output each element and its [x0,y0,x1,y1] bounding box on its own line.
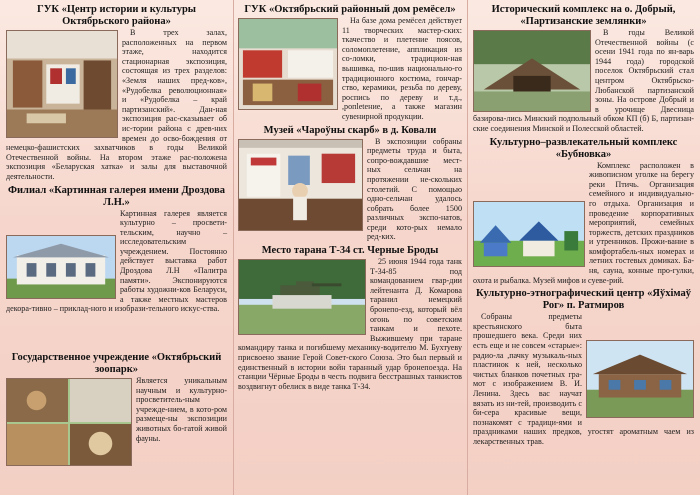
section-tank-ram [238,245,462,391]
yaukhimau-rog-title: Культурно-этнографический центр «Яўхімаў Рог» п. Ратмиров [476,288,691,312]
column-middle [233,0,467,495]
bubnovka-title: Культурно–развлекательный комплекс «Бубновка» [489,136,678,160]
museum-kovali-photo [238,139,363,231]
museum-kovali-text: В экспозиции собраны предметы труда и быта, сопро-вождавшие мест-ных сельчан на протяжении не-скольких столетий. С помощью одно-сельчан удалось собрать более 1500 различных экспо-натов, среди кото-рых немало ред-ких. [367,136,462,242]
section-zoo [6,352,227,468]
section-yaukhimau-rog [473,288,694,446]
history-center-photo [6,30,118,138]
tank-ram-photo [238,259,366,335]
section-museum-kovali [238,125,462,243]
section-crafts-house [238,4,462,122]
zoo-photo [6,378,132,466]
zoo-title: Государственное учреждение «Октябрьский зоопарк» [11,352,222,375]
gallery-photo [6,235,116,299]
section-gallery [6,185,227,315]
section-partisan-dugouts [473,4,694,134]
yaukhimau-rog-text: Собраны предметы крестьянского быта прошедшего века. Среди них есть еще и не совсем «старые»: радио-ла ,пачку музыкаль-ных пластинок к ней, несколько чистых бланков почетных гра-мот с изображением В. И. Ленина. Здесь вас научат вязать из ни-тей, производить с би-сера красивые вещи, познакомят с традици-ями и праздниками наших предков, угостят ароматным чаем из лекарственных трав. [473,312,694,446]
partisan-dugouts-title: Исторический комплекс на о. Добрый, «Партизанские землянки» [491,4,676,27]
history-center-text: В трех залах, расположенных на первом этаже, находится стационарная экспозиция, состоящая из трех разделов: «Земля наших пред-ков», «Рудобелка революционная» и «Рудобелка – край партизанский». Дан-ная экспозиция рас-сказывает об ис-тории района с древ-них времен до осво-бождения от немецко-фашистских захватчиков в годы Великой Отечественной войны. На втором этаже рас-положена экспозиция «Беларуская хатка» и залы для выставочной деятельности. [6,28,227,181]
gallery-text: Картинная галерея является культурно – просвети-тельским, научно – исследовательским учреждением. Постоянно действует выставка работ Дроздова Л.Н «Палитра памяти». Экспонируются работы художни-ков Беларуси, а также местных мастеров декора-тивно – приклад-ного и изобрази-тельного искус-ства. [6,208,227,314]
tank-ram-text: 25 июня 1944 года танк Т-34-85 под командованием гвар-дии лейтенанта Д. Комарова таранил немецкий бронепо-езд, который вёл огонь по советским танкам и пехоте. Выжившему при таране командиру танка и погибшему механику-водителю М. Бухтуеву присвоено звание Герой Совет-ского Союза. Это был первый и единственный в истории войн таранный удар бронепоезда. На станции Чёрные Броды в честь подвига бесстрашных танкистов воздвигнут обелиск в виде танка Т-34. [238,257,462,391]
gallery-body [6,209,227,315]
museum-kovali-title: Музей «Чароўны скарб» в д. Ковали [263,124,437,136]
crafts-house-title: ГУК «Октябрьский районный дом ремёсел» [244,4,456,15]
history-center-title: ГУК «Центр истории и культуры Октябрьского района» [37,4,196,27]
gallery-title: Филиал «Картинная галерея имени Дроздова Л.Н.» [7,184,226,208]
column-right [467,0,700,495]
column-left [0,0,233,495]
crafts-house-text: На базе дома ремёсел действует 11 творческих мастер-ских: ткачество и плетение поясов, соломоплетение, аппликация из со-ломки, традицион-ная вышивка, по-шив национально-го традиционного костюма, гончар-ство, керамики, резьба по дереву, роспись по дереву и т.д., ,ропletение, а также магазин сувенирной продукции. [342,16,462,121]
partisan-dugouts-photo [473,30,591,112]
section-bubnovka [473,137,694,286]
partisan-dugouts-text: В годы Великой Отечественной войны (с осени 1941 года по ян-варь 1944 года) городской поселок Октябрьский стал центром Октябрьско-Любанской партизанской зоны. На острове Добрый и в урочище Двесница базирова-лись Минский подпольный обком КП (б) Б, партизан-ские соединения Минской и Полесской областей. [473,28,694,133]
yaukhimau-rog-photo [586,340,694,418]
bubnovka-photo [473,201,585,267]
bubnovka-text: Комплекс расположен в живописном уголке на берегу реки Птичь. Организация семейного и индивидуально-го отдыха. Организация и проведение корпоративных мероприятий, семейных торжеств, детских праздников и утренников. Прожи-вание в комфортабель-ных номерах и летних гостевых домиках. Ба-ня, сауна, конные про-гулки, охота и рыбалка. Музей мифов и суеве-рий. [473,160,694,285]
tank-ram-title: Место тарана Т-34 ст. Черные Броды [261,245,439,257]
section-history-center [6,4,227,182]
crafts-house-photo [238,18,338,110]
zoo-text: Является уникальным научным и культурно-просветитель-ным учрежде-нием, в кото-ром размеще-ны экспозиции животных бо-гатой живой фауны. [136,376,227,443]
